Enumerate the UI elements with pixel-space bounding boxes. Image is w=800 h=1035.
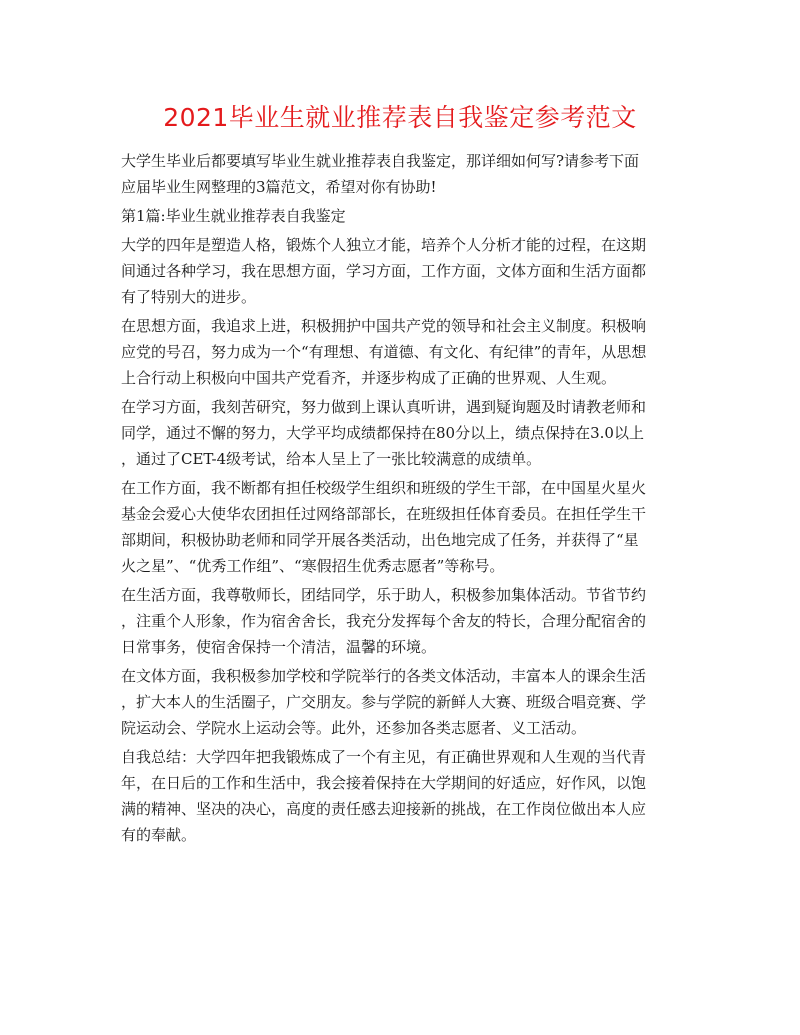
text-line: 部期间，积极协助老师和同学开展各类活动，出色地完成了任务，并获得了“星 [121, 531, 639, 549]
intro-paragraph [121, 148, 681, 200]
text-line: 大学的四年是塑造人格，锻炼个人独立才能，培养个人分析才能的过程，在这期 [121, 236, 647, 254]
text-line: 间通过各种学习，我在思想方面，学习方面，工作方面，文体方面和生活方面都 [121, 262, 647, 280]
text-line: 第1篇:毕业生就业推荐表自我鉴定 [121, 207, 346, 225]
section-heading [121, 203, 681, 229]
text-line: 在生活方面，我尊敬师长，团结同学，乐于助人，积极参加集体活动。节省节约 [121, 586, 647, 604]
study-paragraph [121, 394, 681, 472]
text-line: 满的精神、坚决的决心，高度的责任感去迎接新的挑战，在工作岗位做出本人应 [121, 800, 647, 818]
text-line: 同学，通过不懈的努力，大学平均成绩都保持在80分以上，绩点保持在3.0以上 [121, 424, 644, 442]
life-paragraph [121, 582, 681, 660]
text-line: 院运动会、学院水上运动会等。此外，还参加各类志愿者、义工活动。 [121, 719, 587, 737]
text-line: 有的奉献。 [121, 826, 197, 844]
text-line: 大学生毕业后都要填写毕业生就业推荐表自我鉴定，那详细如何写?请参考下面 [121, 152, 640, 170]
text-line: 年，在日后的工作和生活中，我会接着保持在大学期间的好适应，好作风，以饱 [121, 774, 647, 792]
text-line: 在思想方面，我追求上进，积极拥护中国共产党的领导和社会主义制度。积极响 [121, 317, 647, 335]
text-line: ，注重个人形象，作为宿舍舍长，我充分发挥每个舍友的特长，合理分配宿舍的 [121, 612, 647, 630]
text-line: 在学习方面，我刻苦研究，努力做到上课认真听讲，遇到疑询题及时请教老师和 [121, 398, 647, 416]
summary-paragraph [121, 744, 681, 848]
text-line: 上合行动上积极向中国共产党看齐，并逐步构成了正确的世界观、人生观。 [121, 369, 617, 387]
culture-sports-paragraph [121, 663, 681, 741]
text-line: ，通过了CET-4级考试，给本人呈上了一张比较满意的成绩单。 [121, 450, 542, 468]
text-line: 基金会爱心大使华农团担任过网络部部长，在班级担任体育委员。在担任学生干 [121, 505, 647, 523]
document-title: 2021毕业生就业推荐表自我鉴定参考范文 [163, 103, 637, 132]
text-line: 日常事务，使宿舍保持一个清洁，温馨的环境。 [121, 638, 437, 656]
text-line: 有了特别大的进步。 [121, 288, 257, 306]
text-line: 应党的号召，努力成为一个“有理想、有道德、有文化、有纪律”的青年，从思想 [121, 343, 647, 361]
text-line: 自我总结：大学四年把我锻炼成了一个有主见，有正确世界观和人生观的当代青 [121, 748, 647, 766]
text-line: ，扩大本人的生活圈子，广交朋友。参与学院的新鲜人大赛、班级合唱竞赛、学 [121, 693, 647, 711]
text-line: 应届毕业生网整理的3篇范文，希望对你有协助! [121, 178, 437, 196]
work-paragraph [121, 475, 681, 579]
overview-paragraph [121, 232, 681, 310]
document-body [121, 148, 681, 851]
text-line: 火之星”、“优秀工作组”、“寒假招生优秀志愿者”等称号。 [121, 557, 505, 575]
text-line: 在文体方面，我积极参加学校和学院举行的各类文体活动，丰富本人的课余生活 [121, 667, 647, 685]
text-line: 在工作方面，我不断都有担任校级学生组织和班级的学生干部，在中国星火星火 [121, 479, 647, 497]
thought-paragraph [121, 313, 681, 391]
